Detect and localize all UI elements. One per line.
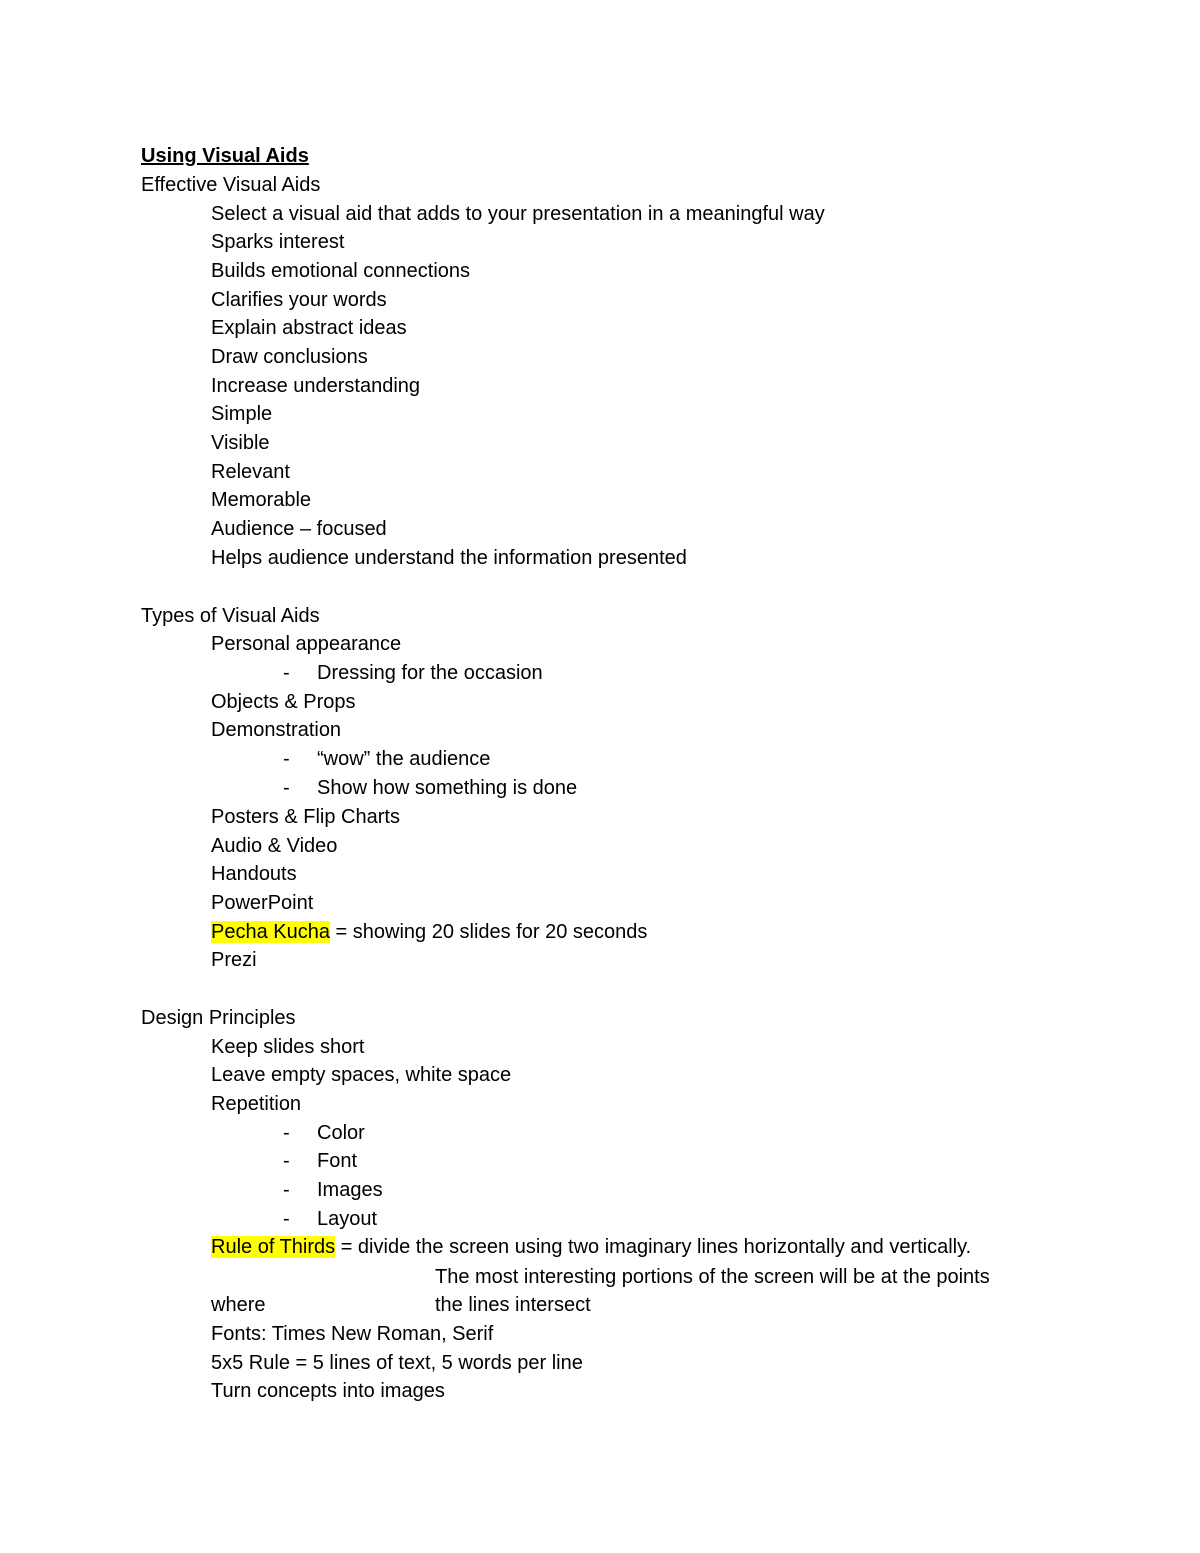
dash-bullet: - bbox=[283, 1122, 290, 1144]
list-item: Draw conclusions bbox=[211, 346, 368, 368]
list-item: Memorable bbox=[211, 489, 312, 511]
list-item: Repetition bbox=[211, 1093, 302, 1115]
highlighted-term: Pecha Kucha bbox=[211, 921, 330, 943]
list-item: 5x5 Rule = 5 lines of text, 5 words per line bbox=[211, 1352, 583, 1374]
rule-thirds-continuation: the lines intersect bbox=[435, 1294, 591, 1316]
list-item: Relevant bbox=[211, 461, 290, 483]
list-item: Explain abstract ideas bbox=[211, 317, 407, 339]
list-item: Fonts: Times New Roman, Serif bbox=[211, 1323, 494, 1345]
list-item: Audio & Video bbox=[211, 835, 338, 857]
rule-thirds-continuation: The most interesting portions of the screen will be at the points bbox=[435, 1266, 990, 1288]
list-item: Personal appearance bbox=[211, 633, 402, 655]
highlighted-term: Rule of Thirds bbox=[211, 1236, 336, 1258]
list-item: Keep slides short bbox=[211, 1036, 365, 1058]
list-item: Sparks interest bbox=[211, 231, 345, 253]
section-heading-types: Types of Visual Aids bbox=[141, 605, 320, 627]
list-item: Builds emotional connections bbox=[211, 260, 471, 282]
sub-list-item: Color bbox=[317, 1122, 365, 1144]
sub-list-item: Dressing for the occasion bbox=[317, 662, 543, 684]
list-item: Helps audience understand the information presented bbox=[211, 547, 687, 569]
list-item-pecha-kucha bbox=[211, 920, 647, 944]
list-item: Clarifies your words bbox=[211, 289, 387, 311]
document-title: Using Visual Aids bbox=[141, 145, 309, 167]
sub-list-item: Font bbox=[317, 1150, 358, 1172]
section-heading-design: Design Principles bbox=[141, 1007, 296, 1029]
list-item: Handouts bbox=[211, 863, 297, 885]
dash-bullet: - bbox=[283, 748, 290, 770]
dash-bullet: - bbox=[283, 1208, 290, 1230]
dash-bullet: - bbox=[283, 662, 290, 684]
sub-list-item: “wow” the audience bbox=[317, 748, 491, 770]
list-item: Posters & Flip Charts bbox=[211, 806, 400, 828]
list-item: PowerPoint bbox=[211, 892, 314, 914]
list-item: Increase understanding bbox=[211, 375, 421, 397]
list-item-rule-of-thirds bbox=[211, 1235, 971, 1259]
term-definition: = divide the screen using two imaginary lines horizontally and vertically. bbox=[335, 1236, 972, 1258]
list-item: Simple bbox=[211, 403, 273, 425]
rule-thirds-where: where bbox=[211, 1294, 266, 1316]
list-item: Objects & Props bbox=[211, 691, 356, 713]
list-item: Select a visual aid that adds to your presentation in a meaningful way bbox=[211, 203, 825, 225]
term-definition: = showing 20 slides for 20 seconds bbox=[329, 921, 648, 943]
list-item: Prezi bbox=[211, 949, 257, 971]
section-heading-effective: Effective Visual Aids bbox=[141, 174, 321, 196]
dash-bullet: - bbox=[283, 777, 290, 799]
list-item: Leave empty spaces, white space bbox=[211, 1064, 512, 1086]
list-item: Turn concepts into images bbox=[211, 1380, 445, 1402]
dash-bullet: - bbox=[283, 1179, 290, 1201]
list-item: Visible bbox=[211, 432, 270, 454]
sub-list-item: Images bbox=[317, 1179, 383, 1201]
sub-list-item: Layout bbox=[317, 1208, 378, 1230]
dash-bullet: - bbox=[283, 1150, 290, 1172]
list-item: Audience – focused bbox=[211, 518, 387, 540]
sub-list-item: Show how something is done bbox=[317, 777, 578, 799]
list-item: Demonstration bbox=[211, 719, 342, 741]
